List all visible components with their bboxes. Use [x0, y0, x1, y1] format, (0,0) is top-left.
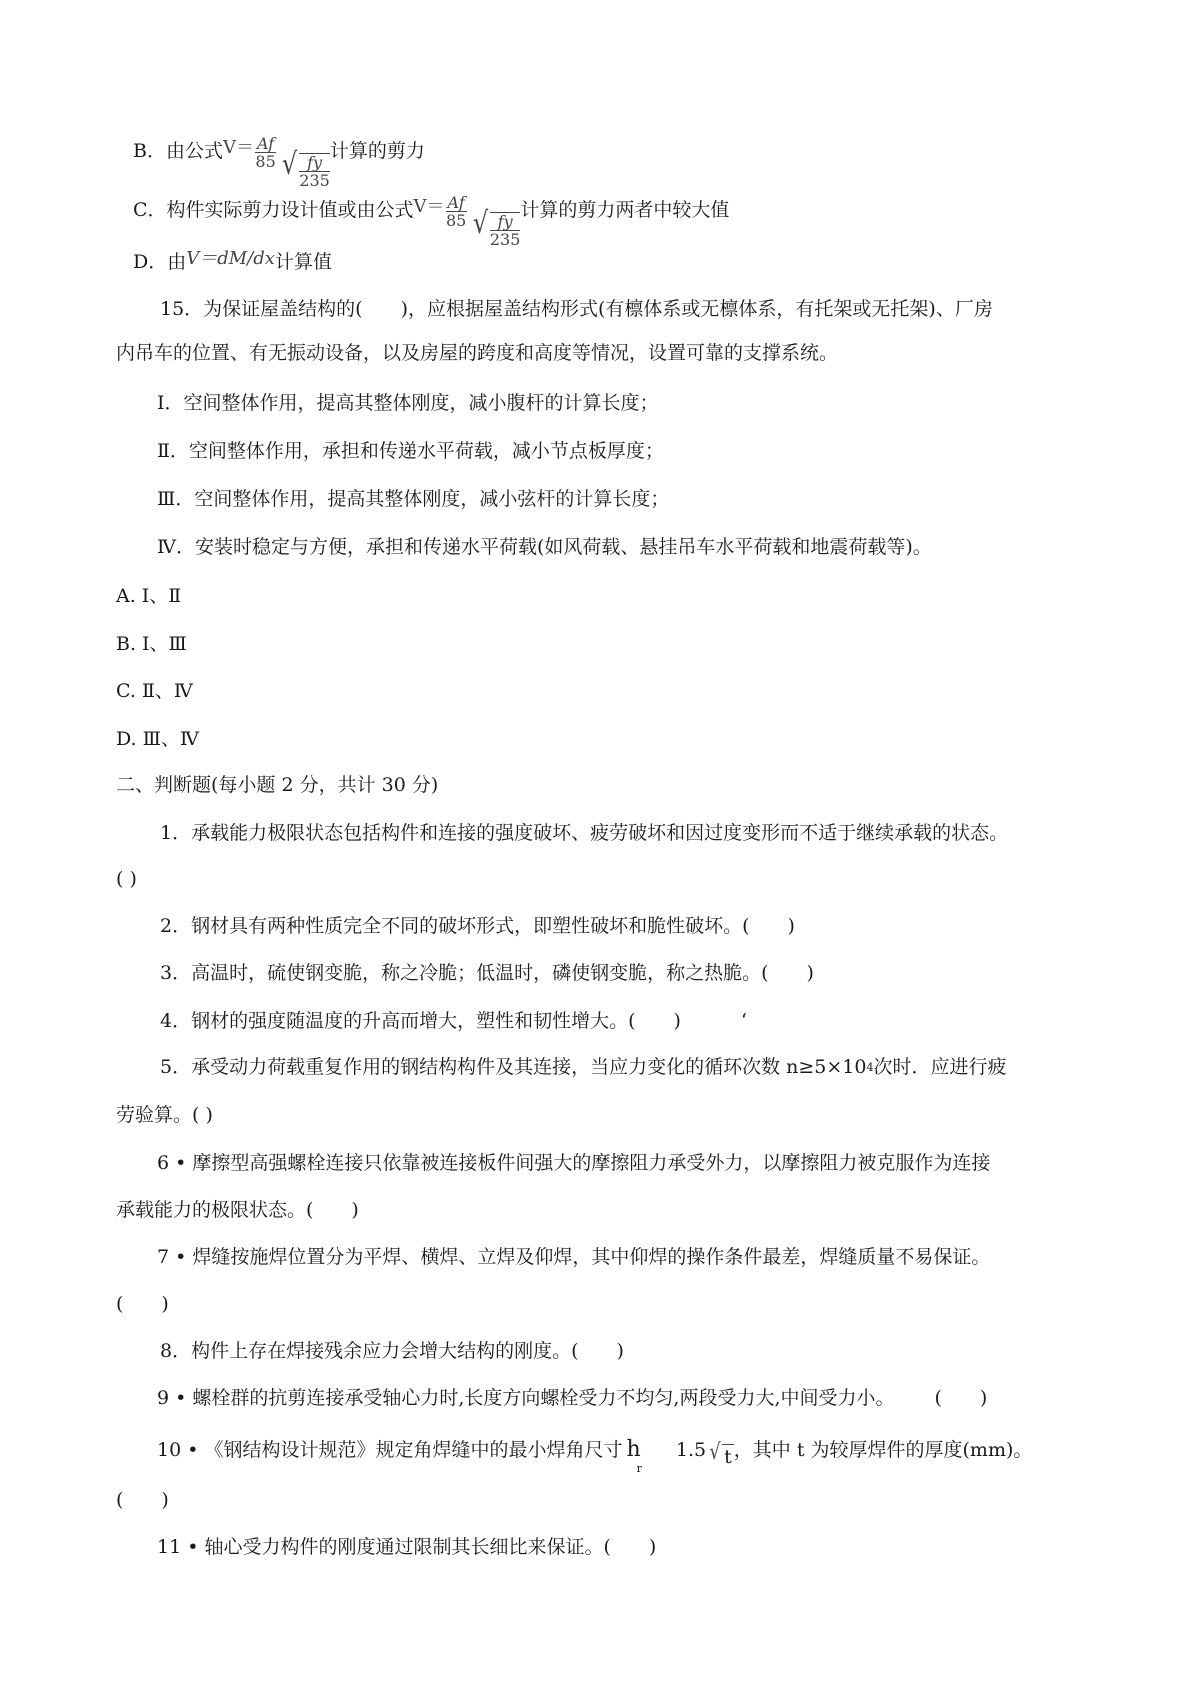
option-b-suffix: 计算的剪力 [329, 140, 425, 162]
q15-line-1: 15．为保证屋盖结构的( )，应根据屋盖结构形式(有檩体系或无檩体系，有托架或无托架)、厂房 [160, 298, 993, 320]
option-b [133, 135, 425, 193]
option-c [133, 194, 729, 252]
q15-item-1: I．空间整体作用，提高其整体刚度，减小腹杆的计算长度； [157, 392, 659, 414]
judge-q1-line-2: ( ) [116, 868, 137, 890]
judge-q10-line-2: ( ) [116, 1489, 169, 1511]
judge-q7-line-1: 7 • 焊缝按施焊位置分为平焊、横焊、立焊及仰焊，其中仰焊的操作条件最差，焊缝质量不易保证。 [157, 1246, 991, 1268]
judge-q4: 4．钢材的强度随温度的升高而增大，塑性和韧性增大。( ) ‘ [160, 1010, 747, 1032]
judge-q6-line-1: 6 • 摩擦型高强螺栓连接只依靠被连接板件间强大的摩擦阻力承受外力，以摩擦阻力被克服作为连接 [157, 1152, 991, 1174]
section-heading: 二、判断题(每小题 2 分，共计 30 分) [116, 774, 439, 796]
judge-q10-line-1: 10 • 《钢结构设计规范》规定角焊缝中的最小焊角尺寸 $h_r1.5$ √ t ，其中 t 为较厚焊件的厚度(mm)。 [157, 1437, 1033, 1475]
q15-option-a: A. Ⅰ、Ⅱ [116, 585, 182, 607]
q15-item-4: Ⅳ．安装时稳定与方便，承担和传递水平荷载(如风荷载、悬挂吊车水平荷载和地震荷载等)。 [157, 536, 932, 558]
judge-q7-line-2: ( ) [116, 1293, 169, 1315]
q15-line-2: 内吊车的位置、有无振动设备，以及房屋的跨度和高度等情况，设置可靠的支撑系统。 [116, 342, 839, 364]
judge-q1-line-1: 1．承载能力极限状态包括构件和连接的强度破坏、疲劳破坏和因过度变形而不适于继续承载的状态。 [160, 822, 1009, 844]
option-d: D．由V＝dM/dx计算值 [133, 248, 332, 273]
judge-q11: 11 • 轴心受力构件的刚度通过限制其长细比来保证。( ) [157, 1536, 657, 1558]
q15-option-b: B. Ⅰ、Ⅲ [116, 633, 187, 655]
judge-q8: 8．构件上存在焊接残余应力会增大结构的刚度。( ) [160, 1340, 624, 1362]
option-c-suffix: 计算的剪力两者中较大值 [520, 199, 730, 221]
q15-item-2: Ⅱ．空间整体作用，承担和传递水平荷载，减小节点板厚度； [157, 440, 664, 462]
q15-option-c: C. Ⅱ、Ⅳ [116, 680, 193, 702]
option-c-prefix: C．构件实际剪力设计值或由公式 [133, 199, 414, 221]
derivative-formula: V＝dM/dx [186, 248, 275, 269]
stray-mark: ‘ [740, 1010, 747, 1032]
judge-q2: 2．钢材具有两种性质完全不同的破坏形式，即塑性破坏和脆性破坏。( ) [160, 915, 795, 937]
min-weld-formula: 1.5 √ t [675, 1439, 732, 1468]
judge-q3: 3．高温时，硫使钢变脆，称之冷脆；低温时，磷使钢变脆，称之热脆。( ) [160, 962, 814, 984]
judge-q9: 9 • 螺栓群的抗剪连接承受轴心力时,长度方向螺栓受力不均匀,两段受力大,中间受力小。 ( ) [157, 1387, 988, 1409]
weld-size-symbol: h [626, 1437, 641, 1462]
q15-option-d: D. Ⅲ、Ⅳ [116, 728, 199, 750]
option-b-prefix: B．由公式 [133, 140, 223, 162]
q15-item-3: Ⅲ．空间整体作用，提高其整体刚度，减小弦杆的计算长度； [157, 488, 670, 510]
judge-q6-line-2: 承载能力的极限状态。( ) [116, 1199, 359, 1221]
shear-formula-b: V＝ $\frac{Af}{85}$ √ $\frac{fy}{235}$ [223, 135, 330, 193]
judge-q5-line-1: 5．承受动力荷载重复作用的钢结构构件及其连接，当应力变化的循环次数 n≥5×104次时．应进行疲 [160, 1056, 1007, 1078]
judge-q5-line-2: 劳验算。( ) [116, 1104, 213, 1126]
shear-formula-c: V＝ $\frac{Af}{85}$ √ $\frac{fy}{235}$ [414, 194, 521, 252]
